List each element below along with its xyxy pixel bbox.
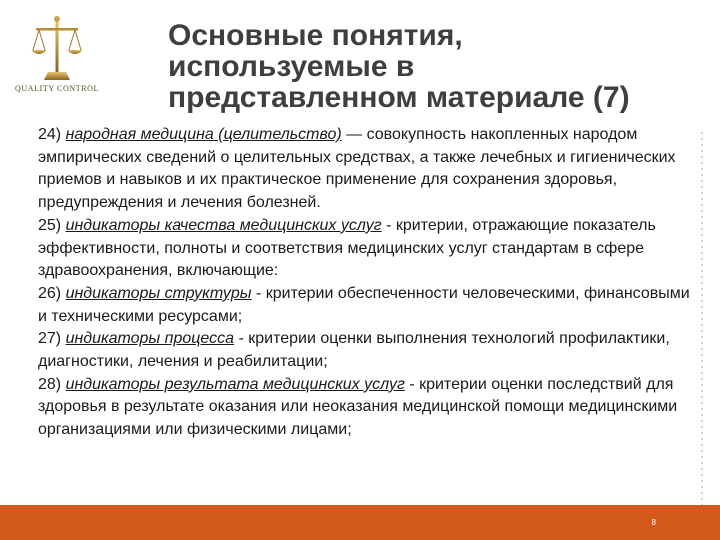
definition-item xyxy=(38,374,698,442)
item-text: — совокупность накопленных народом эмпирических сведений о целительных средствах, а также лечебных и гигиенических приемов и навыков и их практическое применение для сохранения здоровья, предупреждения и лечения болезней. xyxy=(38,126,676,212)
page-number: 8 xyxy=(651,518,656,527)
item-term: народная медицина (целительство) xyxy=(65,126,342,143)
item-number: 25) xyxy=(38,216,66,234)
title-line-3: представленном материале (7) xyxy=(168,81,630,114)
quality-control-logo xyxy=(8,14,106,94)
item-number: 26) xyxy=(38,284,66,302)
item-text: - критерии оценки последствий для здоровья в результате оказания или неоказания медицинской помощи медицинскими организациями или физическими лицами; xyxy=(38,375,678,439)
item-term: индикаторы процесса xyxy=(65,330,235,348)
item-term: индикаторы результата медицинских услуг xyxy=(65,375,405,393)
item-text: - критерии оценки выполнения технологий профилактики, диагностики, лечения и реабилитации; xyxy=(38,330,670,371)
item-term: индикаторы качества медицинских услуг xyxy=(65,216,382,234)
item-text: - критерии обеспеченности человеческими, финансовыми и техническими ресурсами; xyxy=(38,284,690,325)
definition-item xyxy=(38,328,698,373)
scales-icon xyxy=(30,14,84,82)
definition-item xyxy=(38,124,698,215)
definitions-list xyxy=(38,124,698,442)
item-term: индикаторы структуры xyxy=(65,284,252,302)
decorative-dotted-line xyxy=(700,130,704,505)
footer-bar xyxy=(0,505,720,540)
definition-item xyxy=(38,215,698,283)
item-number: 27) xyxy=(38,330,66,348)
definition-item xyxy=(38,283,698,328)
item-number: 24) xyxy=(38,126,66,143)
item-number: 28) xyxy=(38,375,66,393)
logo-text: QUALITY CONTROL xyxy=(14,84,100,93)
slide-title xyxy=(168,20,698,113)
item-text: - критерии, отражающие показатель эффективности, полноты и соответствия медицинских услуг стандартам в сфере здравоохранения, включающие: xyxy=(38,216,656,280)
title-line-1: Основные понятия, xyxy=(168,19,463,52)
title-line-2: используемые в xyxy=(168,50,415,83)
